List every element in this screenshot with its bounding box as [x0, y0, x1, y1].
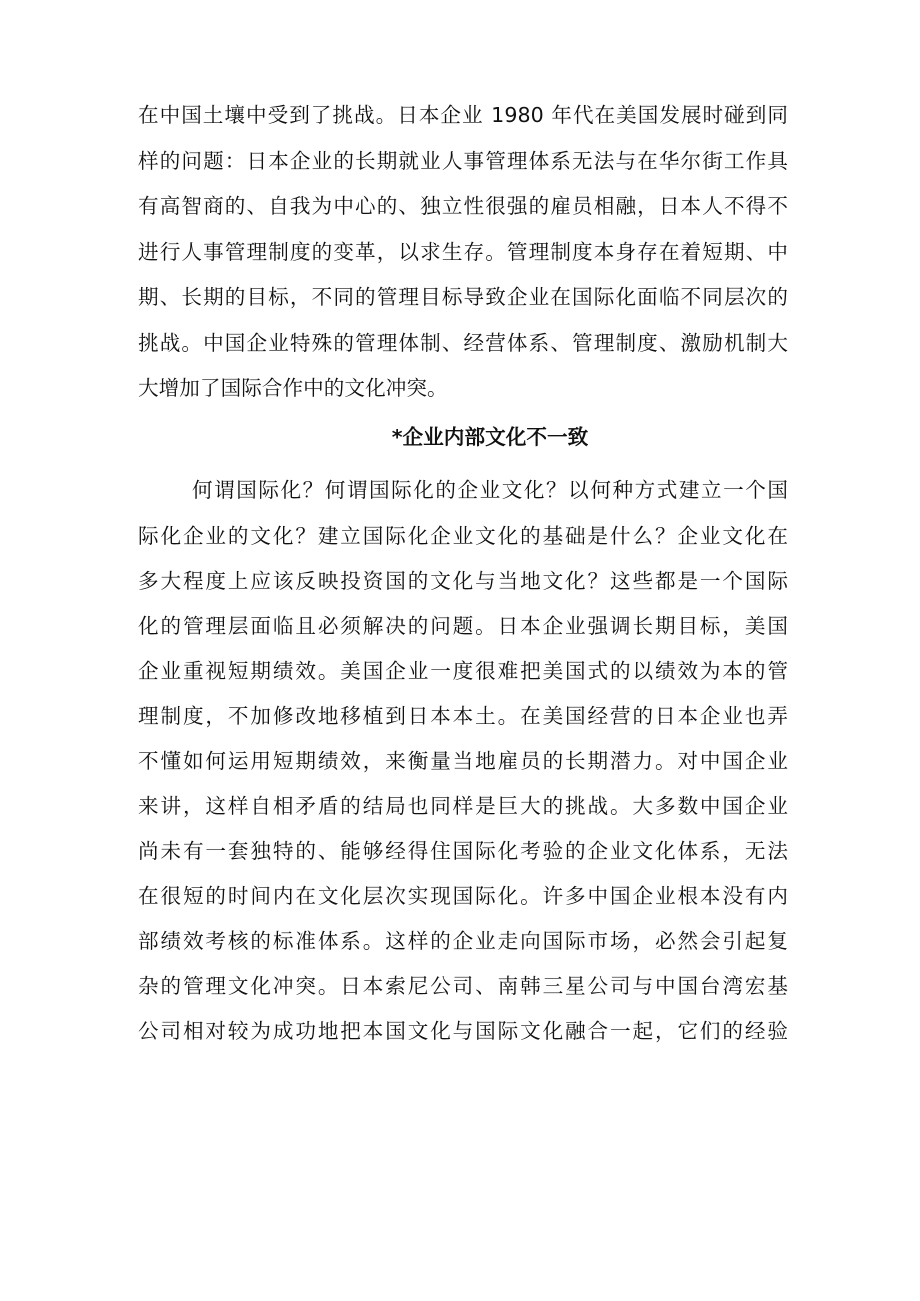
paragraph-line: 化的管理层面临且必须解决的问题。日本企业强调长期目标，美国 — [138, 614, 788, 638]
paragraph-line: 公司相对较为成功地把本国文化与国际文化融合一起，它们的经验 — [138, 1019, 788, 1043]
paragraph-line: 尚未有一套独特的、能够经得住国际化考验的企业文化体系，无法 — [138, 839, 788, 863]
paragraph-line: 企业重视短期绩效。美国企业一度很难把美国式的以绩效为本的管 — [138, 659, 788, 683]
paragraph-line: 际化企业的文化？建立国际化企业文化的基础是什么？企业文化在 — [138, 524, 788, 548]
paragraph-line: 在很短的时间内在文化层次实现国际化。许多中国企业根本没有内 — [138, 884, 788, 908]
paragraph-line: 有高智商的、自我为中心的、独立性很强的雇员相融，日本人不得不 — [138, 194, 788, 218]
paragraph-line: 部绩效考核的标准体系。这样的企业走向国际市场，必然会引起复 — [138, 929, 788, 953]
paragraph-line: 多大程度上应该反映投资国的文化与当地文化？这些都是一个国际 — [138, 569, 788, 593]
paragraph-line: 理制度，不加修改地移植到日本本土。在美国经营的日本企业也弄 — [138, 704, 788, 728]
paragraph-line: 进行人事管理制度的变革，以求生存。管理制度本身存在着短期、中 — [138, 239, 788, 264]
paragraph-line: 样的问题：日本企业的长期就业人事管理体系无法与在华尔街工作具 — [138, 148, 788, 173]
paragraph-line: 来讲，这样自相矛盾的结局也同样是巨大的挑战。大多数中国企业 — [138, 794, 788, 818]
section-heading: *企业内部文化不一致 — [391, 424, 589, 449]
paragraph-line: 何谓国际化？何谓国际化的企业文化？以何种方式建立一个国 — [192, 478, 788, 502]
paragraph-line: 杂的管理文化冲突。日本索尼公司、南韩三星公司与中国台湾宏基 — [138, 974, 788, 998]
paragraph-2 — [138, 468, 788, 1054]
paragraph-line: 不懂如何运用短期绩效，来衡量当地雇员的长期潜力。对中国企业 — [138, 749, 788, 773]
paragraph-line: 在中国土壤中受到了挑战。日本企业 1980 年代在美国发展时碰到同 — [138, 103, 788, 127]
document-page — [138, 93, 788, 1054]
paragraph-line: 期、长期的目标，不同的管理目标导致企业在国际化面临不同层次的 — [138, 285, 788, 309]
paragraph-line: 挑战。中国企业特殊的管理体制、经营体系、管理制度、激励机制大 — [138, 330, 788, 355]
paragraph-1 — [138, 93, 788, 412]
paragraph-line: 大增加了国际合作中的文化冲突。 — [138, 376, 448, 400]
